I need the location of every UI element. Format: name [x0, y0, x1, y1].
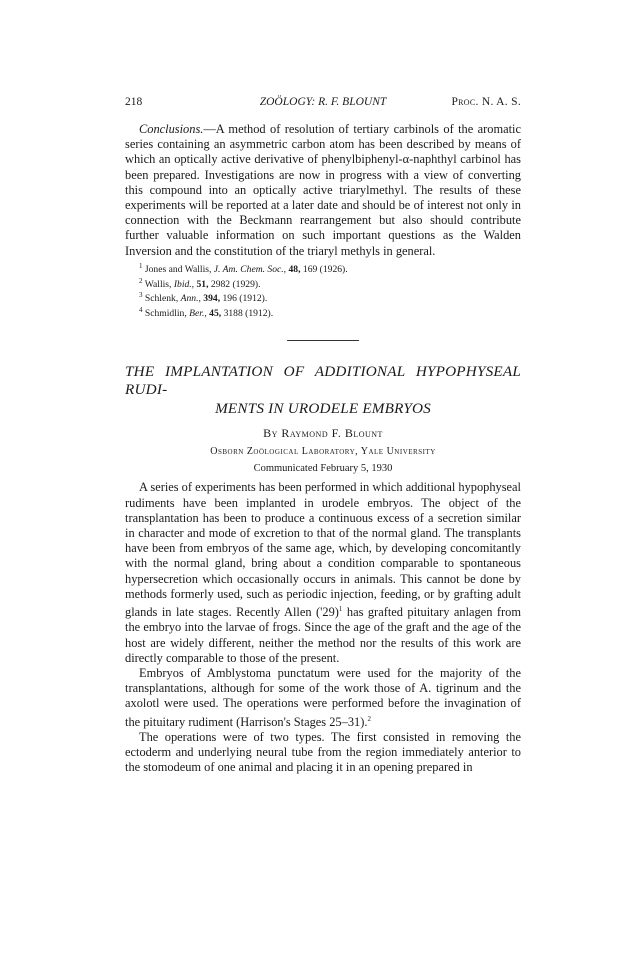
body-paragraph-2: Embryos of Amblystoma punctatum were used for the majority of the transplantations, although for some of the work those of A. tigrinum and the axolotl were used. The operations were performed before the invagination of the pituitary rudiment (Harrison's Stages 25–31).$^2$ — [125, 666, 521, 729]
section-divider — [287, 340, 359, 341]
conclusions-text: —A method of resolution of tertiary carbinols of the aromatic series containing an asymmetric carbon atom has been described by means of which an optically active derivative of phenylbiphenyl-α-naphthyl carbinol has been prepared. Investigations are now in progress with a view of converting this compound into an optically active triarylmethyl. The results of these experiments will be reported at a later date and should be of interest not only in connection with the Beckmann rearrangement but also should contribute further valuable information on such important questions as the Walden Inversion and the constitution of the triaryl methyls in general. — [125, 122, 521, 258]
communicated-date: Communicated February 5, 1930 — [253, 463, 393, 475]
article-title-line-2: MENTS IN URODELE EMBRYOS — [215, 399, 431, 417]
running-header — [125, 96, 521, 112]
author-institution: Osborn Zoölogical Laboratory, Yale University — [210, 446, 436, 458]
article-title-line-1: THE IMPLANTATION OF ADDITIONAL HYPOPHYSEAL RUDI- — [125, 362, 521, 399]
journal-abbreviation: Proc. N. A. S. — [451, 96, 521, 108]
footnote: $^2$ Wallis, Ibid., 51, 2982 (1929). — [139, 276, 261, 290]
body-paragraph-3: The operations were of two types. The first consisted in removing the ectoderm and underlying neural tube from the region immediately anterior to the stomodeum of one animal and placing it in an opening prepared in — [125, 729, 521, 775]
footnotes — [125, 261, 521, 320]
footnote: $^3$ Schlenk, Ann., 394, 196 (1912). — [139, 291, 268, 305]
body-paragraph-1: A series of experiments has been performed in which additional hypophyseal rudiments have been implanted in urodele embryos. The object of the transplantation has been to produce a continuous excess of a secretion similar in character and mode of excretion to that of the normal gland. The transplants have been from embryos of the same age, which, by developing concomitantly with the normal gland, bring about a condition comparable to spontaneous hypersecretion which occasionally occurs in animals. This cannot be done by methods formerly used, such as periodic injection, feeding, or by grafting adult glands in late stages. Recently Allen $('29)^1$ has grafted pituitary anlagen from the embryo into the larvae of frogs. Since the age of the graft and the age of the host are widely different, neither the method nor the results of this work are directly comparable to those of the present. — [125, 480, 521, 665]
page — [125, 96, 521, 776]
running-title: ZOÖLOGY: R. F. BLOUNT — [259, 96, 387, 108]
article-author: By Raymond F. Blount — [263, 426, 383, 441]
footnote: $^4$ Schmidlin, Ber., 45, 3188 (1912). — [139, 306, 274, 320]
conclusions-paragraph — [125, 122, 521, 259]
footnote: $^1$ Jones and Wallis, J. Am. Chem. Soc., 48, 169 (1926). — [139, 261, 348, 276]
conclusions-heading: Conclusions. — [139, 122, 204, 136]
page-number: 218 — [125, 96, 143, 108]
article-title — [125, 363, 521, 419]
